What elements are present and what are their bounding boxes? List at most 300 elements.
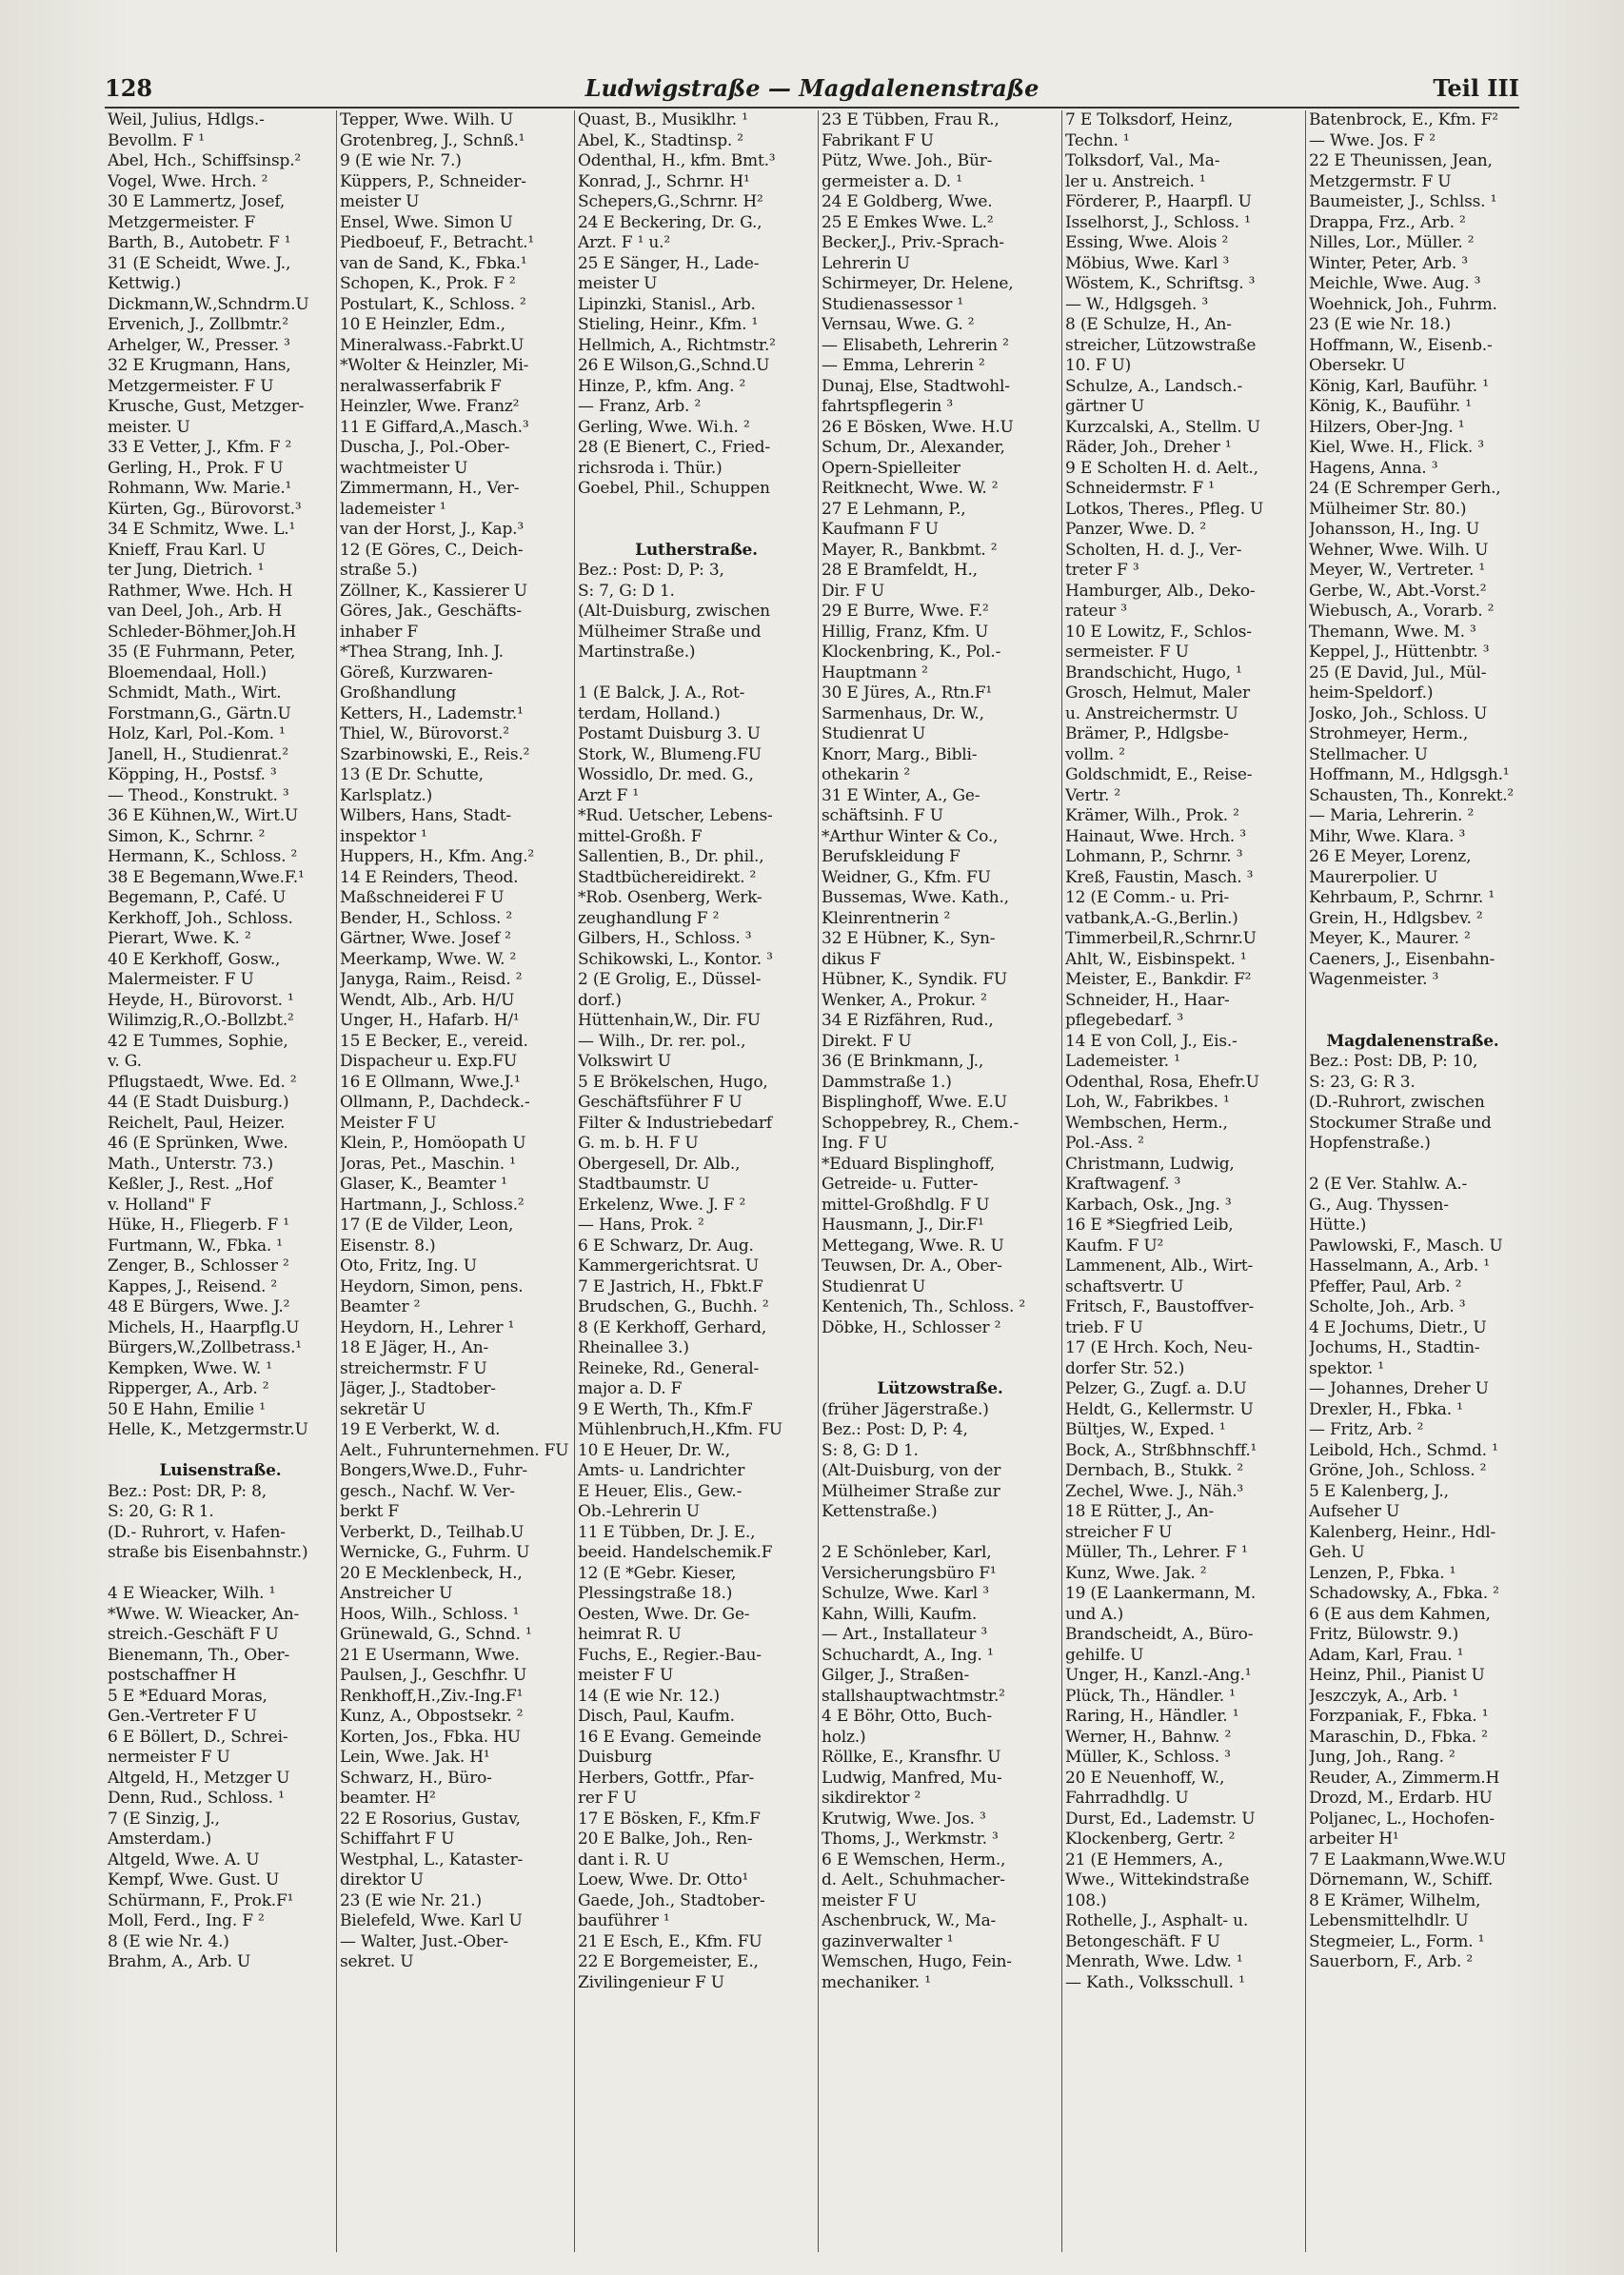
directory-entry: schäftsinh. F U — [822, 806, 943, 825]
directory-entry: sermeister. F U — [1065, 643, 1189, 662]
directory-entry: 42 E Tummes, Sophie, — [108, 1031, 288, 1051]
directory-entry: nermeister F U — [108, 1748, 230, 1767]
directory-entry: Stegmeier, L., Form. ¹ — [1309, 1931, 1485, 1951]
directory-entry: 35 (E Fuhrmann, Peter, — [108, 643, 296, 662]
directory-entry: Pawlowski, F., Masch. U — [1309, 1236, 1503, 1256]
directory-entry: major a. D. F — [578, 1379, 683, 1398]
directory-entry: rer F U — [578, 1789, 637, 1808]
directory-entry: Bisplinghoff, Wwe. E.U — [822, 1093, 1007, 1112]
page-title: Ludwigstraße — Magdalenenstraße — [584, 74, 1040, 102]
directory-entry: 108.) — [1065, 1890, 1107, 1910]
directory-entry: 10 E Heinzler, Edm., — [340, 315, 505, 334]
directory-entry: 28 (E Bienert, C., Fried- — [578, 438, 770, 457]
directory-entry: (D.-Ruhrort, zwischen — [1309, 1093, 1485, 1112]
column-6 — [1306, 110, 1519, 2252]
directory-entry: Aufseher U — [1309, 1502, 1400, 1521]
directory-entry: Kurzcalski, A., Stellm. U — [1065, 417, 1260, 437]
directory-entry: Wiebusch, A., Vorarb. ² — [1309, 602, 1495, 621]
directory-entry: Schleder-Böhmer,Joh.H — [108, 622, 296, 642]
directory-entry: 22 E Borgemeister, E., — [578, 1952, 759, 1971]
directory-entry: Lotkos, Theres., Pfleg. U — [1065, 499, 1264, 519]
directory-entry: schaftsvertr. U — [1065, 1276, 1184, 1296]
directory-entry: *Rob. Osenberg, Werk- — [578, 888, 762, 907]
directory-entry: Nilles, Lor., Müller. ² — [1309, 233, 1475, 252]
directory-entry: Mettegang, Wwe. R. U — [822, 1236, 1004, 1256]
directory-entry: Erkelenz, Wwe. J. F ² — [578, 1195, 746, 1215]
directory-entry: Hüttenhain,W., Dir. FU — [578, 1011, 761, 1030]
directory-entry: Tolksdorf, Val., Ma- — [1065, 151, 1220, 170]
directory-entry: — Kath., Volksschull. ¹ — [1065, 1972, 1245, 1992]
directory-entry: streich.-Geschäft F U — [108, 1625, 279, 1644]
directory-entry: Arzt F ¹ — [578, 785, 640, 805]
directory-entry: Helle, K., Metzgermstr.U — [108, 1420, 308, 1439]
directory-entry: Josko, Joh., Schloss. U — [1309, 703, 1488, 723]
directory-entry: 36 (E Brinkmann, J., — [822, 1052, 984, 1071]
directory-entry: Schneider, H., Haar- — [1065, 990, 1230, 1010]
directory-entry: 6 E Wemschen, Herm., — [822, 1850, 1006, 1869]
directory-entry: Hellmich, A., Richtmstr.² — [578, 335, 776, 355]
directory-entry: Maßschneiderei F U — [340, 888, 505, 907]
directory-entry: 4 E Böhr, Otto, Buch- — [822, 1707, 992, 1726]
directory-entry: Metzgermstr. F U — [1309, 171, 1452, 191]
directory-entry: Wembschen, Herm., — [1065, 1113, 1228, 1133]
directory-entry: 10 E Lowitz, F., Schlos- — [1065, 622, 1252, 642]
directory-entry: Schwarz, H., Büro- — [340, 1768, 492, 1788]
directory-entry: terdam, Holland.) — [578, 703, 721, 723]
directory-entry: neralwasserfabrik F — [340, 376, 502, 396]
directory-entry: 36 E Kühnen,W., Wirt.U — [108, 806, 299, 825]
directory-entry: Thoms, J., Werkmstr. ³ — [822, 1830, 999, 1849]
directory-entry: 24 E Goldberg, Wwe. — [822, 192, 993, 211]
directory-entry: *Eduard Bisplinghoff, — [822, 1154, 995, 1174]
directory-entry: 9 E Werth, Th., Kfm.F — [578, 1399, 753, 1419]
column-5 — [1062, 110, 1306, 2252]
directory-entry: (Alt-Duisburg, von der — [822, 1461, 1001, 1480]
directory-entry: 5 E Kalenberg, J., — [1309, 1481, 1449, 1501]
directory-entry: dorfer Str. 52.) — [1065, 1358, 1185, 1378]
directory-entry: spektor. ¹ — [1309, 1358, 1384, 1378]
directory-entry: Gerbe, W., Abt.-Vorst.² — [1309, 581, 1487, 601]
directory-entry: stallshauptwachtmstr.² — [822, 1686, 1005, 1706]
directory-entry: 30 E Jüres, A., Rtn.F¹ — [822, 683, 993, 702]
directory-entry: 48 E Bürgers, Wwe. J.² — [108, 1297, 290, 1316]
directory-entry: Hübner, K., Syndik. FU — [822, 970, 1007, 989]
directory-entry: Schneidermstr. F ¹ — [1065, 479, 1215, 498]
directory-entry: Stork, W., Blumeng.FU — [578, 744, 762, 764]
directory-entry: Piedboeuf, F., Betracht.¹ — [340, 233, 534, 252]
directory-entry: 44 (E Stadt Duisburg.) — [108, 1093, 289, 1112]
directory-entry: 18 E Jäger, H., An- — [340, 1338, 489, 1357]
directory-entry: Köpping, H., Postsf. ³ — [108, 765, 277, 784]
directory-entry: Drozd, M., Erdarb. HU — [1309, 1789, 1493, 1808]
directory-entry: Weidner, G., Kfm. FU — [822, 867, 991, 887]
directory-entry: Bloemendaal, Holl.) — [108, 663, 267, 682]
directory-entry: vollm. ² — [1065, 744, 1125, 764]
directory-entry: inspektor ¹ — [340, 826, 427, 846]
directory-entry: Sarmenhaus, Dr. W., — [822, 703, 984, 723]
directory-entry: Kerkhoff, Joh., Schloss. — [108, 908, 293, 928]
directory-entry: Schikowski, L., Kontor. ³ — [578, 949, 773, 969]
directory-entry: Schiffahrt F U — [340, 1830, 455, 1849]
spacer — [1309, 1011, 1516, 1032]
directory-entry: Mülheimer Straße und — [578, 622, 762, 642]
directory-entry: Pfeffer, Paul, Arb. ² — [1309, 1276, 1462, 1296]
directory-entry: Lammenent, Alb., Wirt- — [1065, 1256, 1254, 1276]
directory-entry: — Maria, Lehrerin. ² — [1309, 806, 1475, 825]
directory-entry: Lenzen, P., Fbka. ¹ — [1309, 1563, 1456, 1583]
directory-entry: Michels, H., Haarpflg.U — [108, 1317, 300, 1337]
directory-entry: 5 E Brökelschen, Hugo, — [578, 1072, 768, 1092]
directory-entry: Wernicke, G., Fuhrm. U — [340, 1543, 530, 1562]
directory-entry: Kappes, J., Reisend. ² — [108, 1276, 278, 1296]
directory-entry: Direkt. F U — [822, 1031, 912, 1051]
directory-entry: Zenger, B., Schlosser ² — [108, 1256, 289, 1276]
directory-entry: sekret. U — [340, 1952, 414, 1971]
directory-entry: Rheinallee 3.) — [578, 1338, 689, 1357]
directory-entry: Bock, A., Strßbhnschff.¹ — [1065, 1440, 1258, 1460]
directory-entry: Wehner, Wwe. Wilh. U — [1309, 540, 1489, 560]
spacer — [578, 663, 815, 684]
directory-entry: Förderer, P., Haarpfl. U — [1065, 192, 1252, 211]
directory-entry: Aelt., Fuhrunternehmen. FU — [340, 1440, 569, 1460]
column-3 — [575, 110, 819, 2252]
directory-entry: Rothelle, J., Asphalt- u. — [1065, 1911, 1249, 1930]
directory-entry: Hermann, K., Schloss. ² — [108, 847, 298, 866]
directory-entry: dorf.) — [578, 990, 622, 1010]
directory-entry: — Hans, Prok. ² — [578, 1216, 704, 1235]
directory-entry: Glaser, K., Beamter ¹ — [340, 1175, 507, 1194]
directory-entry: 7 E Tolksdorf, Heinz, — [1065, 110, 1233, 129]
directory-entry: Bürgers,W.,Zollbetrass.¹ — [108, 1338, 302, 1357]
directory-entry: dikus F — [822, 949, 881, 969]
directory-entry: Gaede, Joh., Stadtober- — [578, 1890, 765, 1910]
directory-entry: 10 E Heuer, Dr. W., — [578, 1440, 731, 1460]
spacer — [822, 1523, 1059, 1544]
directory-entry: Karlsplatz.) — [340, 785, 433, 805]
directory-entry: pflegebedarf. ³ — [1065, 1011, 1184, 1030]
directory-entry: Großhandlung — [340, 683, 457, 702]
directory-entry: S: 23, G: R 3. — [1309, 1072, 1416, 1092]
directory-entry: straße 5.) — [340, 561, 418, 580]
directory-entry: — Emma, Lehrerin ² — [822, 356, 985, 375]
directory-entry: Grünewald, G., Schnd. ¹ — [340, 1625, 532, 1644]
directory-entry: Plessingstraße 18.) — [578, 1584, 733, 1603]
directory-entry: Stadtbüchereidirekt. ² — [578, 867, 757, 887]
directory-entry: meister F U — [822, 1890, 918, 1910]
directory-entry: Wilbers, Hans, Stadt- — [340, 806, 511, 825]
directory-entry: Kentenich, Th., Schloss. ² — [822, 1297, 1025, 1316]
directory-entry: Gerling, Wwe. Wi.h. ² — [578, 417, 750, 437]
directory-entry: Schmidt, Math., Wirt. — [108, 683, 282, 702]
directory-entry: 2 (E Ver. Stahlw. A.- — [1309, 1175, 1468, 1194]
directory-entry: Herbers, Gottfr., Pfar- — [578, 1768, 754, 1788]
directory-entry: Volkswirt U — [578, 1052, 671, 1071]
directory-entry: Hoffmann, M., Hdlgsgh.¹ — [1309, 765, 1510, 784]
directory-entry: Themann, Wwe. M. ³ — [1309, 622, 1476, 642]
directory-entry: — Art., Installateur ³ — [822, 1625, 988, 1644]
directory-entry: Heinzler, Wwe. Franz² — [340, 397, 520, 416]
directory-entry: Studienrat U — [822, 1276, 926, 1296]
directory-entry: heim-Speldorf.) — [1309, 683, 1434, 702]
directory-entry: Röllke, E., Kransfhr. U — [822, 1748, 1001, 1767]
directory-entry: Filter & Industriebedarf — [578, 1113, 772, 1133]
column-1 — [105, 110, 337, 2252]
directory-entry: Schulze, A., Landsch.- — [1065, 376, 1243, 396]
directory-entry: Eisenstr. 8.) — [340, 1236, 436, 1256]
directory-entry: Bevollm. F ¹ — [108, 130, 205, 150]
directory-entry: 33 E Vetter, J., Kfm. F ² — [108, 438, 292, 457]
directory-entry: 7 E Laakmann,Wwe.W.U — [1309, 1850, 1507, 1869]
directory-entry: van de Sand, K., Fbka.¹ — [340, 253, 527, 273]
directory-entry: Krusche, Gust, Metzger- — [108, 397, 305, 416]
spacer — [578, 520, 815, 541]
directory-entry: streicher, Lützowstraße — [1065, 335, 1257, 355]
directory-entry: Unger, H., Kanzl.-Ang.¹ — [1065, 1666, 1252, 1685]
directory-entry: Rathmer, Wwe. Hch. H — [108, 581, 293, 601]
directory-entry: König, K., Bauführ. ¹ — [1309, 397, 1472, 416]
header-rule — [105, 107, 1519, 109]
directory-entry: Hartmann, J., Schloss.² — [340, 1195, 525, 1215]
directory-entry: Janyga, Raim., Reisd. ² — [340, 970, 523, 989]
directory-entry: Raring, H., Händler. ¹ — [1065, 1707, 1239, 1726]
directory-entry: 11 E Tübben, Dr. J. E., — [578, 1522, 756, 1542]
directory-entry: (D.- Ruhrort, v. Hafen- — [108, 1522, 286, 1542]
directory-entry: Dörnemann, W., Schiff. — [1309, 1870, 1494, 1889]
directory-entry: Versicherungsbüro F¹ — [822, 1563, 997, 1583]
directory-entry: u. Anstreichermstr. U — [1065, 703, 1238, 723]
directory-entry: Möbius, Wwe. Karl ³ — [1065, 253, 1230, 273]
directory-entry: Sauerborn, F., Arb. ² — [1309, 1952, 1473, 1971]
directory-entry: Menrath, Wwe. Ldw. ¹ — [1065, 1952, 1243, 1971]
directory-entry: Berufskleidung F — [822, 847, 961, 866]
directory-entry: Wemschen, Hugo, Fein- — [822, 1952, 1012, 1971]
directory-entry: 2 E Schönleber, Karl, — [822, 1543, 992, 1562]
directory-entry: Kaufmann F U — [822, 520, 939, 539]
directory-entry: Krämer, Wilh., Prok. ² — [1065, 806, 1239, 825]
directory-entry: Göreß, Kurzwaren- — [340, 663, 493, 682]
directory-entry: Essing, Wwe. Alois ² — [1065, 233, 1229, 252]
directory-entry: 19 E Verberkt, W. d. — [340, 1420, 501, 1439]
directory-entry: Begemann, P., Café. U — [108, 888, 287, 907]
directory-entry: Brudschen, G., Buchh. ² — [578, 1297, 769, 1316]
directory-entry: Postulart, K., Schloss. ² — [340, 294, 526, 314]
directory-entry: Reineke, Rd., General- — [578, 1358, 760, 1378]
directory-entry: 23 (E wie Nr. 18.) — [1309, 315, 1451, 334]
directory-entry: Dir. F U — [822, 581, 885, 601]
directory-entry: Zechel, Wwe. J., Näh.³ — [1065, 1481, 1244, 1501]
directory-entry: 12 (E *Gebr. Kieser, — [578, 1563, 737, 1583]
directory-entry: Konrad, J., Schrnr. H¹ — [578, 171, 750, 191]
directory-entry: Pflugstaedt, Wwe. Ed. ² — [108, 1072, 297, 1092]
directory-entry: Karbach, Osk., Jng. ³ — [1065, 1195, 1232, 1215]
directory-entry: Arhelger, W., Presser. ³ — [108, 335, 290, 355]
directory-entry: direktor U — [340, 1870, 424, 1889]
directory-entry: 19 (E Laankermann, M. — [1065, 1584, 1257, 1603]
directory-entry: Hütte.) — [1309, 1216, 1367, 1235]
directory-entry: gazinverwalter ¹ — [822, 1931, 954, 1951]
directory-entry: und A.) — [1065, 1604, 1124, 1624]
directory-entry: Hoos, Wilh., Schloss. ¹ — [340, 1604, 520, 1624]
directory-entry: Bender, H., Schloss. ² — [340, 908, 513, 928]
directory-entry: — Wwe. Jos. F ² — [1309, 130, 1436, 150]
directory-entry: 21 (E Hemmers, A., — [1065, 1850, 1223, 1869]
directory-entry: othekarin ² — [822, 765, 911, 784]
directory-entry: Duisburg — [578, 1748, 652, 1767]
directory-entry: van der Horst, J., Kap.³ — [340, 520, 524, 539]
directory-entry: Odenthal, Rosa, Ehefr.U — [1065, 1072, 1259, 1092]
directory-entry: rateur ³ — [1065, 602, 1127, 621]
directory-entry: Dunaj, Else, Stadtwohl- — [822, 376, 1010, 396]
directory-entry: Schausten, Th., Konrekt.² — [1309, 785, 1515, 805]
directory-entry: Loew, Wwe. Dr. Otto¹ — [578, 1870, 749, 1889]
directory-entry: Quast, B., Musiklhr. ¹ — [578, 110, 748, 129]
page-number: 128 — [105, 74, 153, 102]
directory-entry: Betongeschäft. F U — [1065, 1931, 1220, 1951]
directory-entry: Zöllner, K., Kassierer U — [340, 581, 527, 601]
directory-entry: Hausmann, J., Dir.F¹ — [822, 1216, 984, 1235]
directory-entry: Bez.: Post: DR, P: 8, — [108, 1481, 267, 1501]
directory-entry: Duscha, J., Pol.-Ober- — [340, 438, 510, 457]
directory-entry: Metzgermeister. F — [108, 212, 256, 232]
directory-entry: Stockumer Straße und — [1309, 1113, 1492, 1133]
directory-entry: 25 E Sänger, H., Lade- — [578, 253, 760, 273]
directory-entry: *Rud. Uetscher, Lebens- — [578, 806, 773, 825]
directory-entry: Meyer, W., Vertreter. ¹ — [1309, 561, 1486, 580]
directory-entry: Klein, P., Homöopath U — [340, 1134, 526, 1153]
directory-entry: Hoffmann, W., Eisenb.- — [1309, 335, 1493, 355]
directory-entry: Küppers, P., Schneider- — [340, 171, 526, 191]
directory-entry: Jochums, H., Stadtin- — [1309, 1338, 1480, 1357]
directory-entry: Bültjes, W., Exped. ¹ — [1065, 1420, 1226, 1439]
directory-entry: 14 E von Coll, J., Eis.- — [1065, 1031, 1238, 1051]
spacer — [1309, 991, 1516, 1012]
directory-entry: 46 (E Sprünken, Wwe. — [108, 1134, 288, 1153]
street-heading: Lützowstraße. — [877, 1379, 1003, 1398]
directory-entry: mittel-Großhdlg. F U — [822, 1195, 990, 1215]
directory-entry: S: 7, G: D 1. — [578, 581, 675, 601]
directory-entry: beeid. Handelschemik.F — [578, 1543, 773, 1562]
directory-entry: Studienassessor ¹ — [822, 294, 964, 314]
spacer — [108, 1564, 333, 1585]
directory-entry: Huppers, H., Kfm. Ang.² — [340, 847, 534, 866]
directory-entry: 26 E Wilson,G.,Schnd.U — [578, 356, 770, 375]
directory-entry: gesch., Nachf. W. Ver- — [340, 1481, 515, 1501]
directory-entry: 22 E Theunissen, Jean, — [1309, 151, 1493, 170]
directory-entry: Kettenstraße.) — [822, 1502, 938, 1521]
column-2 — [337, 110, 575, 2252]
directory-entry: 17 E Bösken, F., Kfm.F — [578, 1809, 761, 1829]
directory-entry: Ing. F U — [822, 1134, 888, 1153]
directory-entry: 6 (E aus dem Kahmen, — [1309, 1604, 1491, 1624]
directory-entry: Gilbers, H., Schloss. ³ — [578, 929, 752, 948]
directory-entry: Zivilingenieur F U — [578, 1972, 724, 1992]
directory-entry: Math., Unterstr. 73.) — [108, 1154, 273, 1174]
directory-entry: Ludwig, Manfred, Mu- — [822, 1768, 1002, 1788]
directory-entry: 16 E Evang. Gemeinde — [578, 1727, 762, 1747]
directory-entry: vatbank,A.-G.,Berlin.) — [1065, 908, 1238, 928]
directory-entry: — Franz, Arb. ² — [578, 397, 702, 416]
directory-entry: Bez.: Post: D, P: 3, — [578, 561, 724, 580]
directory-entry: 7 E Jastrich, H., Fbkt.F — [578, 1276, 763, 1296]
directory-entry: heimrat R. U — [578, 1625, 682, 1644]
directory-entry: Bienemann, Th., Ober- — [108, 1645, 290, 1665]
directory-entry: Metzgermeister. F U — [108, 376, 274, 396]
directory-entry: Schirmeyer, Dr. Helene, — [822, 274, 1014, 293]
part-label: Teil III — [1433, 74, 1519, 102]
directory-entry: richsroda i. Thür.) — [578, 458, 723, 478]
directory-entry: 29 E Burre, Wwe. F.² — [822, 602, 989, 621]
directory-entry: Abel, Hch., Schiffsinsp.² — [108, 151, 302, 170]
directory-entry: Heyde, H., Bürovorst. ¹ — [108, 990, 294, 1010]
directory-entry: Oesten, Wwe. Dr. Ge- — [578, 1604, 750, 1624]
directory-entry: 15 E Becker, E., vereid. — [340, 1031, 528, 1051]
directory-entry: Obersekr. U — [1309, 356, 1406, 375]
directory-entry: Teuwsen, Dr. A., Ober- — [822, 1256, 1002, 1276]
directory-entry: Keßler, J., Rest. „Hof — [108, 1175, 272, 1194]
directory-entry: wachtmeister U — [340, 458, 468, 478]
directory-entry: Ripperger, A., Arb. ² — [108, 1379, 269, 1398]
directory-entry: Odenthal, H., kfm. Bmt.³ — [578, 151, 776, 170]
directory-entry: Schopen, K., Prok. F ² — [340, 274, 516, 293]
directory-entry: Szarbinowski, E., Reis.² — [340, 744, 530, 764]
directory-entry: Bielefeld, Wwe. Karl U — [340, 1911, 523, 1930]
directory-entry: Baumeister, J., Schlss. ¹ — [1309, 192, 1497, 211]
directory-entry: postschaffner H — [108, 1666, 236, 1685]
directory-entry: 9 E Scholten H. d. Aelt., — [1065, 458, 1258, 478]
directory-entry: Reitknecht, Wwe. W. ² — [822, 479, 999, 498]
directory-entry: Meister, E., Bankdir. F² — [1065, 970, 1252, 989]
directory-entry: Werner, H., Bahnw. ² — [1065, 1727, 1232, 1747]
directory-entry: Geschäftsführer F U — [578, 1093, 743, 1112]
directory-entry: Reuder, A., Zimmerm.H — [1309, 1768, 1500, 1788]
directory-entry: Hopfenstraße.) — [1309, 1134, 1431, 1153]
directory-entry: Dickmann,W.,Schndrm.U — [108, 294, 309, 314]
street-heading: Luisenstraße. — [159, 1461, 282, 1480]
directory-entry: 14 E Reinders, Theod. — [340, 867, 519, 887]
directory-entry: 8 (E Schulze, H., An- — [1065, 315, 1232, 334]
directory-entry: — Elisabeth, Lehrerin ² — [822, 335, 1009, 355]
directory-entry: streicher F U — [1065, 1522, 1173, 1542]
spacer — [1309, 1155, 1516, 1176]
directory-entry: 34 E Rizfähren, Rud., — [822, 1011, 994, 1030]
directory-entry: 9 (E wie Nr. 7.) — [340, 151, 462, 170]
directory-entry: 8 (E Kerkhoff, Gerhard, — [578, 1317, 767, 1337]
directory-entry: 4 E Jochums, Dietr., U — [1309, 1317, 1487, 1337]
directory-entry: Heinz, Phil., Pianist U — [1309, 1666, 1485, 1685]
directory-entry: E Heuer, Elis., Gew.- — [578, 1481, 743, 1501]
directory-entry: Reichelt, Paul, Heizer. — [108, 1113, 286, 1133]
directory-entry: Kreß, Faustin, Masch. ³ — [1065, 867, 1254, 887]
directory-entry: 2 (E Grolig, E., Düssel- — [578, 970, 762, 989]
directory-entry: Wendt, Alb., Arb. H/U — [340, 990, 515, 1010]
directory-entry: Grotenbreg, J., Schnß.¹ — [340, 130, 525, 150]
directory-entry: Jeszczyk, A., Arb. ¹ — [1309, 1686, 1459, 1706]
directory-entry: 8 E Krämer, Wilhelm, — [1309, 1890, 1481, 1910]
directory-entry: Amts- u. Landrichter — [578, 1461, 745, 1480]
directory-entry: inhaber F — [340, 622, 418, 642]
directory-entry: germeister a. D. ¹ — [822, 171, 962, 191]
directory-entry: 1 (E Balck, J. A., Rot- — [578, 683, 745, 702]
directory-entry: Lehrerin U — [822, 253, 910, 273]
directory-entry: Bussemas, Wwe. Kath., — [822, 888, 1009, 907]
street-heading: Lutherstraße. — [635, 540, 758, 560]
directory-entry: Knorr, Marg., Bibli- — [822, 744, 978, 764]
directory-entry: Martinstraße.) — [578, 643, 696, 662]
directory-entry: Lipinzki, Stanisl., Arb. — [578, 294, 756, 314]
spacer — [108, 1441, 333, 1462]
directory-entry: *Arthur Winter & Co., — [822, 826, 999, 846]
directory-entry: — Fritz, Arb. ² — [1309, 1420, 1424, 1439]
